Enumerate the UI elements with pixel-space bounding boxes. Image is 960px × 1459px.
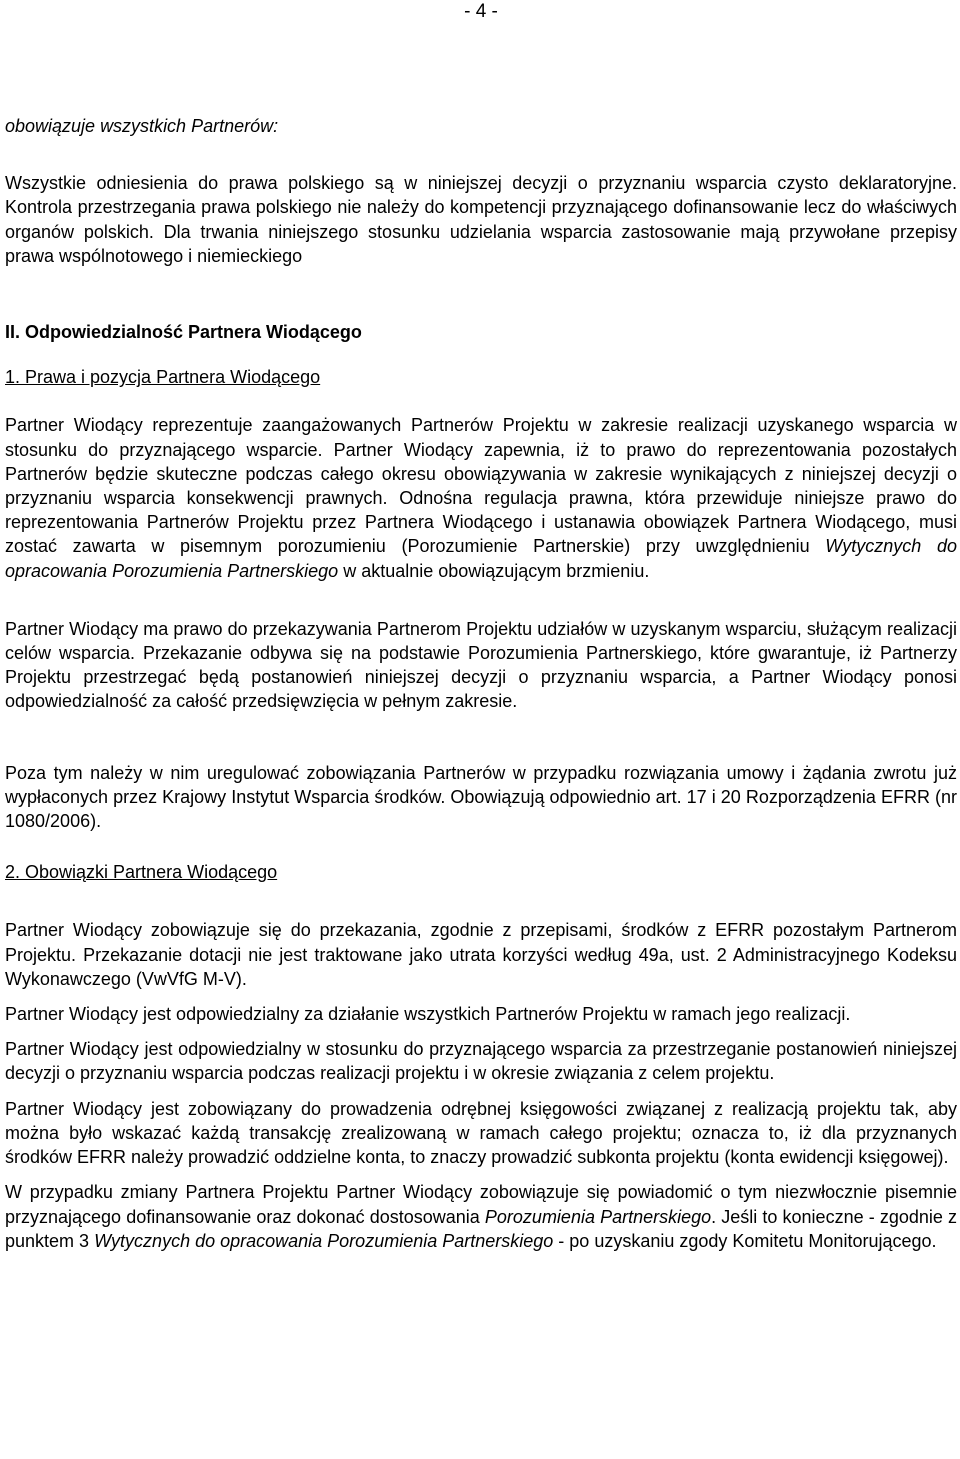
paragraph-compliance: Partner Wiodący jest odpowiedzialny w stosunku do przyznającego wsparcia za przestrzeganie postanowień niniejszej decyzji o przyznaniu wsparcia podczas realizacji projektu i w okresie związania z celem projektu. <box>5 1039 957 1084</box>
paragraph-text-tail: w aktualnie obowiązującym brzmieniu. <box>338 560 650 581</box>
subsection-heading-2: 2. Obowiązki Partnera Wiodącego <box>5 862 278 883</box>
paragraph-representation <box>5 413 957 582</box>
paragraph-transfer: Partner Wiodący ma prawo do przekazywania Partnerom Projektu udziałów w uzyskanym wsparciu, służącym realizacji celów wsparcia. Przekazanie odbywa się na podstawie Porozumienia Partnerskiego, które gwarantuje, iż Partnerzy Projektu przestrzegać będą postanowień niniejszej decyzji o przyznaniu wsparcia, a Partner Wiodący ponosi odpowiedzialność za całość przedsięwzięcia w pełnym zakresie. <box>5 618 957 712</box>
paragraph-text: W przypadku zmiany Partnera Projektu Partner Wiodący zobowiązuje się powiadomić o tym niezwłocznie pisemnie przyznającego dofinansowanie oraz dokonać dostosowania <box>5 1182 957 1227</box>
intro-paragraph: Wszystkie odniesienia do prawa polskiego są w niniejszej decyzji o przyznaniu wsparcia czysto deklaratoryjne. Kontrola przestrzegania prawa polskiego nie należy do kompetencji przyznającego dofinansowanie lecz do właściwych organów polskich. Dla trwania niniejszego stosunku udzielania wsparcia zastosowanie mają przywołane przepisy prawa wspólnotowego i niemieckiego <box>5 173 957 266</box>
intro-label: obowiązuje wszystkich Partnerów: <box>5 116 279 136</box>
paragraph-text: Partner Wiodący reprezentuje zaangażowanych Partnerów Projektu w zakresie realizacji uzyskanego wsparcia w stosunku do przyznającego wsparcie. Partner Wiodący zapewnia, iż to prawo do reprezentowania pozostałych Partnerów będzie skuteczne podczas całego okresu obowiązywania w zakresie wynikających z niniejszej decyzji o przyznaniu wsparcia konsekwencji prawnych. Odnośna regulacja prawna, która przewiduje niniejsze prawo do reprezentowania Partnerów Projektu przez Partnera Wiodącego i ustanawia obowiązek Partnera Wiodącego, musi zostać zawarta w pisemnym porozumieniu (Porozumienie Partnerskie) przy uwzględnieniu <box>5 415 957 557</box>
guidelines-title: Wytycznych do opracowania Porozumienia Partnerskiego <box>94 1230 554 1251</box>
guidelines-title: Wytycznych do opracowania Porozumienia Partnerskiego <box>5 536 957 581</box>
subsection-heading-1: 1. Prawa i pozycja Partnera Wiodącego <box>5 367 321 388</box>
document-page <box>5 0 957 1253</box>
paragraph-obligations: Poza tym należy w nim uregulować zobowiązania Partnerów w przypadku rozwiązania umowy i żądania zwrotu już wypłaconych przez Krajowy Instytut Wsparcia środków. Obowiązują odpowiednio art. 17 i 20 Rozporządzenia EFRR (nr 1080/2006). <box>5 762 957 832</box>
paragraph-text: . Jeśli to konieczne - zgodnie z punktem 3 <box>5 1206 957 1251</box>
paragraph-responsibility: Partner Wiodący jest odpowiedzialny za działanie wszystkich Partnerów Projektu w ramach jego realizacji. <box>5 1004 851 1025</box>
paragraph-accounting: Partner Wiodący jest zobowiązany do prowadzenia odrębnej księgowości związanej z realizacją projektu tak, aby można było wskazać każdą transakcję zrealizowaną w ramach całego projektu; oznacza to, iż dla przyznanych środków EFRR należy prowadzić oddzielne konta, to znaczy prowadzić subkonta projektu (konta ewidencji księgowej). <box>5 1098 957 1168</box>
section-heading: II. Odpowiedzialność Partnera Wiodącego <box>5 322 362 343</box>
paragraph-partner-change <box>5 1180 957 1253</box>
page-number: - 4 - <box>464 1 498 22</box>
paragraph-transfer-funds: Partner Wiodący zobowiązuje się do przekazania, zgodnie z przepisami, środków z EFRR pozostałym Partnerom Projektu. Przekazanie dotacji nie jest traktowane jako utrata korzyści według 49a, ust. 2 Administracyjnego Kodeksu Wykonawczego (VwVfG M-V). <box>5 920 957 989</box>
agreement-title: Porozumienia Partnerskiego <box>484 1206 712 1227</box>
paragraph-text-tail: - po uzyskaniu zgody Komitetu Monitorującego. <box>553 1230 937 1251</box>
